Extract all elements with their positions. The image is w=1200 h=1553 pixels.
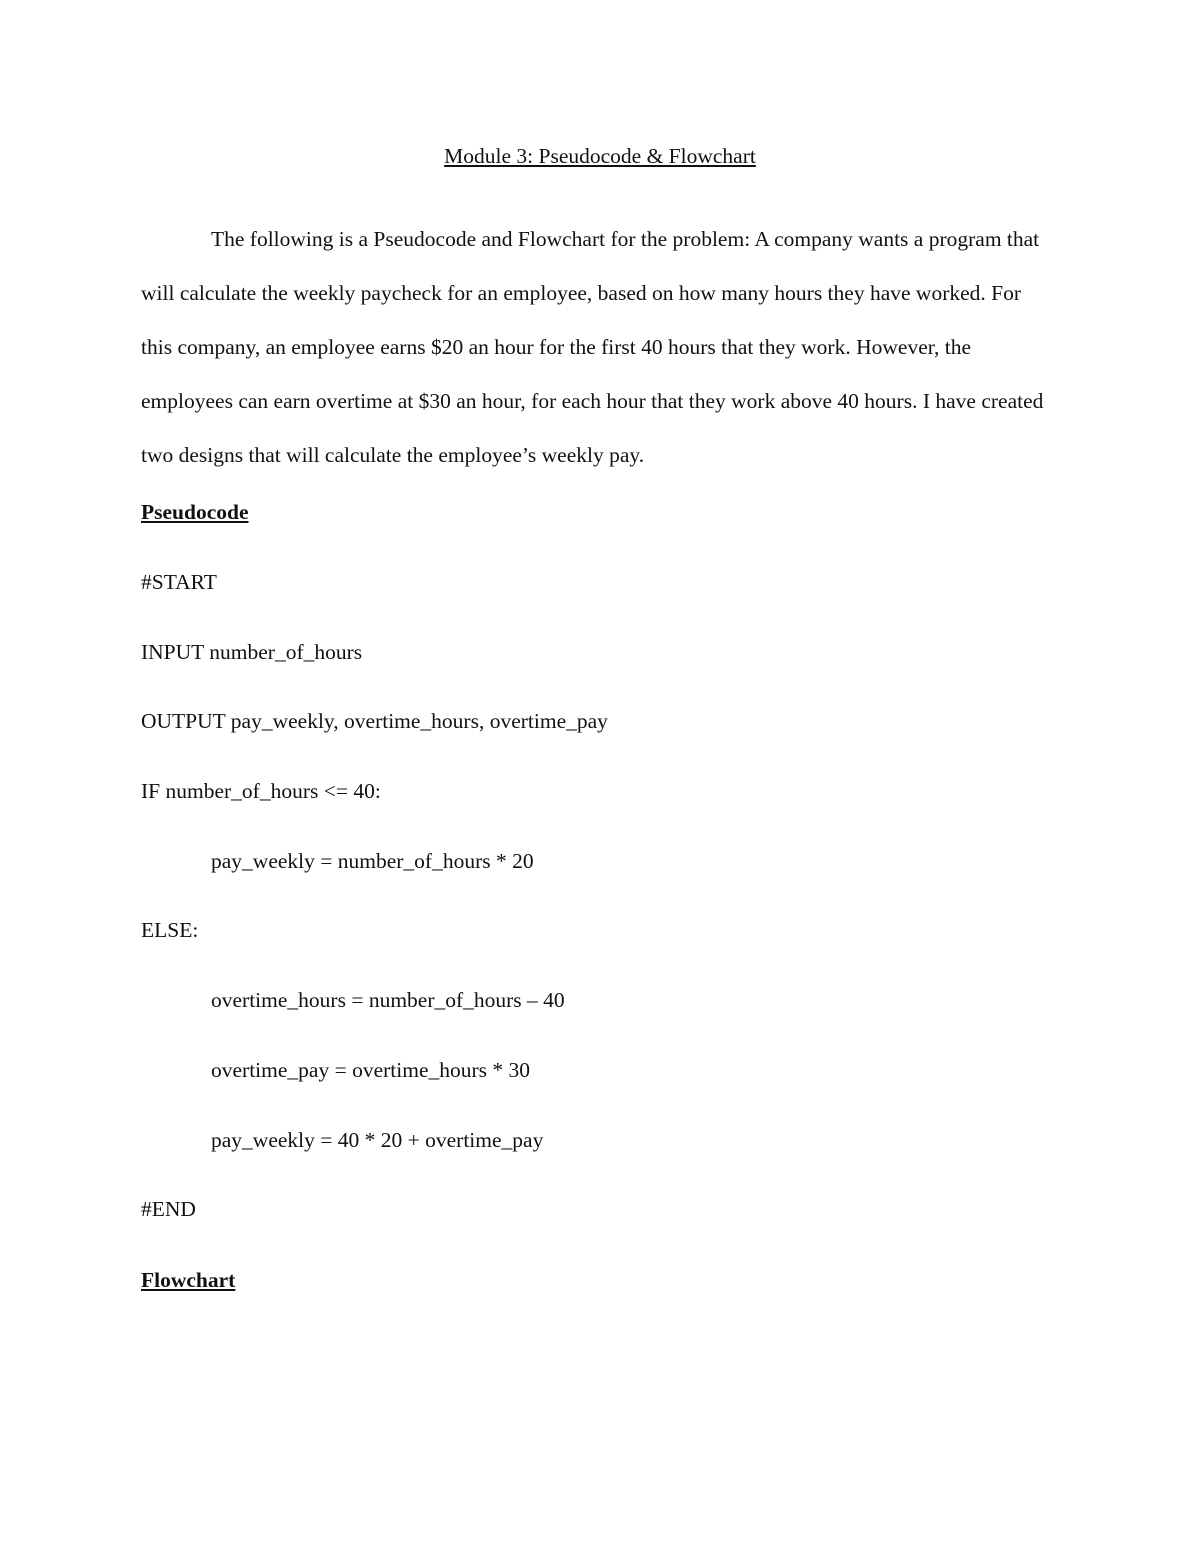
pseudocode-if: IF number_of_hours <= 40:: [141, 779, 381, 803]
pseudocode-input: INPUT number_of_hours: [141, 640, 363, 664]
pseudocode-start: #START: [141, 570, 217, 594]
pseudocode-output: OUTPUT pay_weekly, overtime_hours, overtime_pay: [141, 709, 608, 733]
pseudocode-end: #END: [141, 1197, 196, 1221]
pseudocode-else-line-1: overtime_hours = number_of_hours – 40: [211, 988, 565, 1012]
pseudocode-if-body: pay_weekly = number_of_hours * 20: [211, 849, 534, 873]
document-title: Module 3: Pseudocode & Flowchart: [444, 144, 756, 168]
pseudocode-heading: Pseudocode: [141, 500, 249, 524]
pseudocode-else-line-2: overtime_pay = overtime_hours * 30: [211, 1058, 531, 1082]
pseudocode-else: ELSE:: [141, 918, 199, 942]
pseudocode-else-line-3: pay_weekly = 40 * 20 + overtime_pay: [211, 1128, 544, 1152]
intro-paragraph: The following is a Pseudocode and Flowchart for the problem: A company wants a program that will calculate the weekly paycheck for an employee, based on how many hours they have worked. For this company, an employee earns $20 an hour for the first 40 hours that they work. However, the employees can earn overtime at $30 an hour, for each hour that they work above 40 hours. I have created two designs that will calculate the employee’s weekly pay.: [141, 227, 1044, 467]
flowchart-heading: Flowchart: [141, 1268, 236, 1292]
